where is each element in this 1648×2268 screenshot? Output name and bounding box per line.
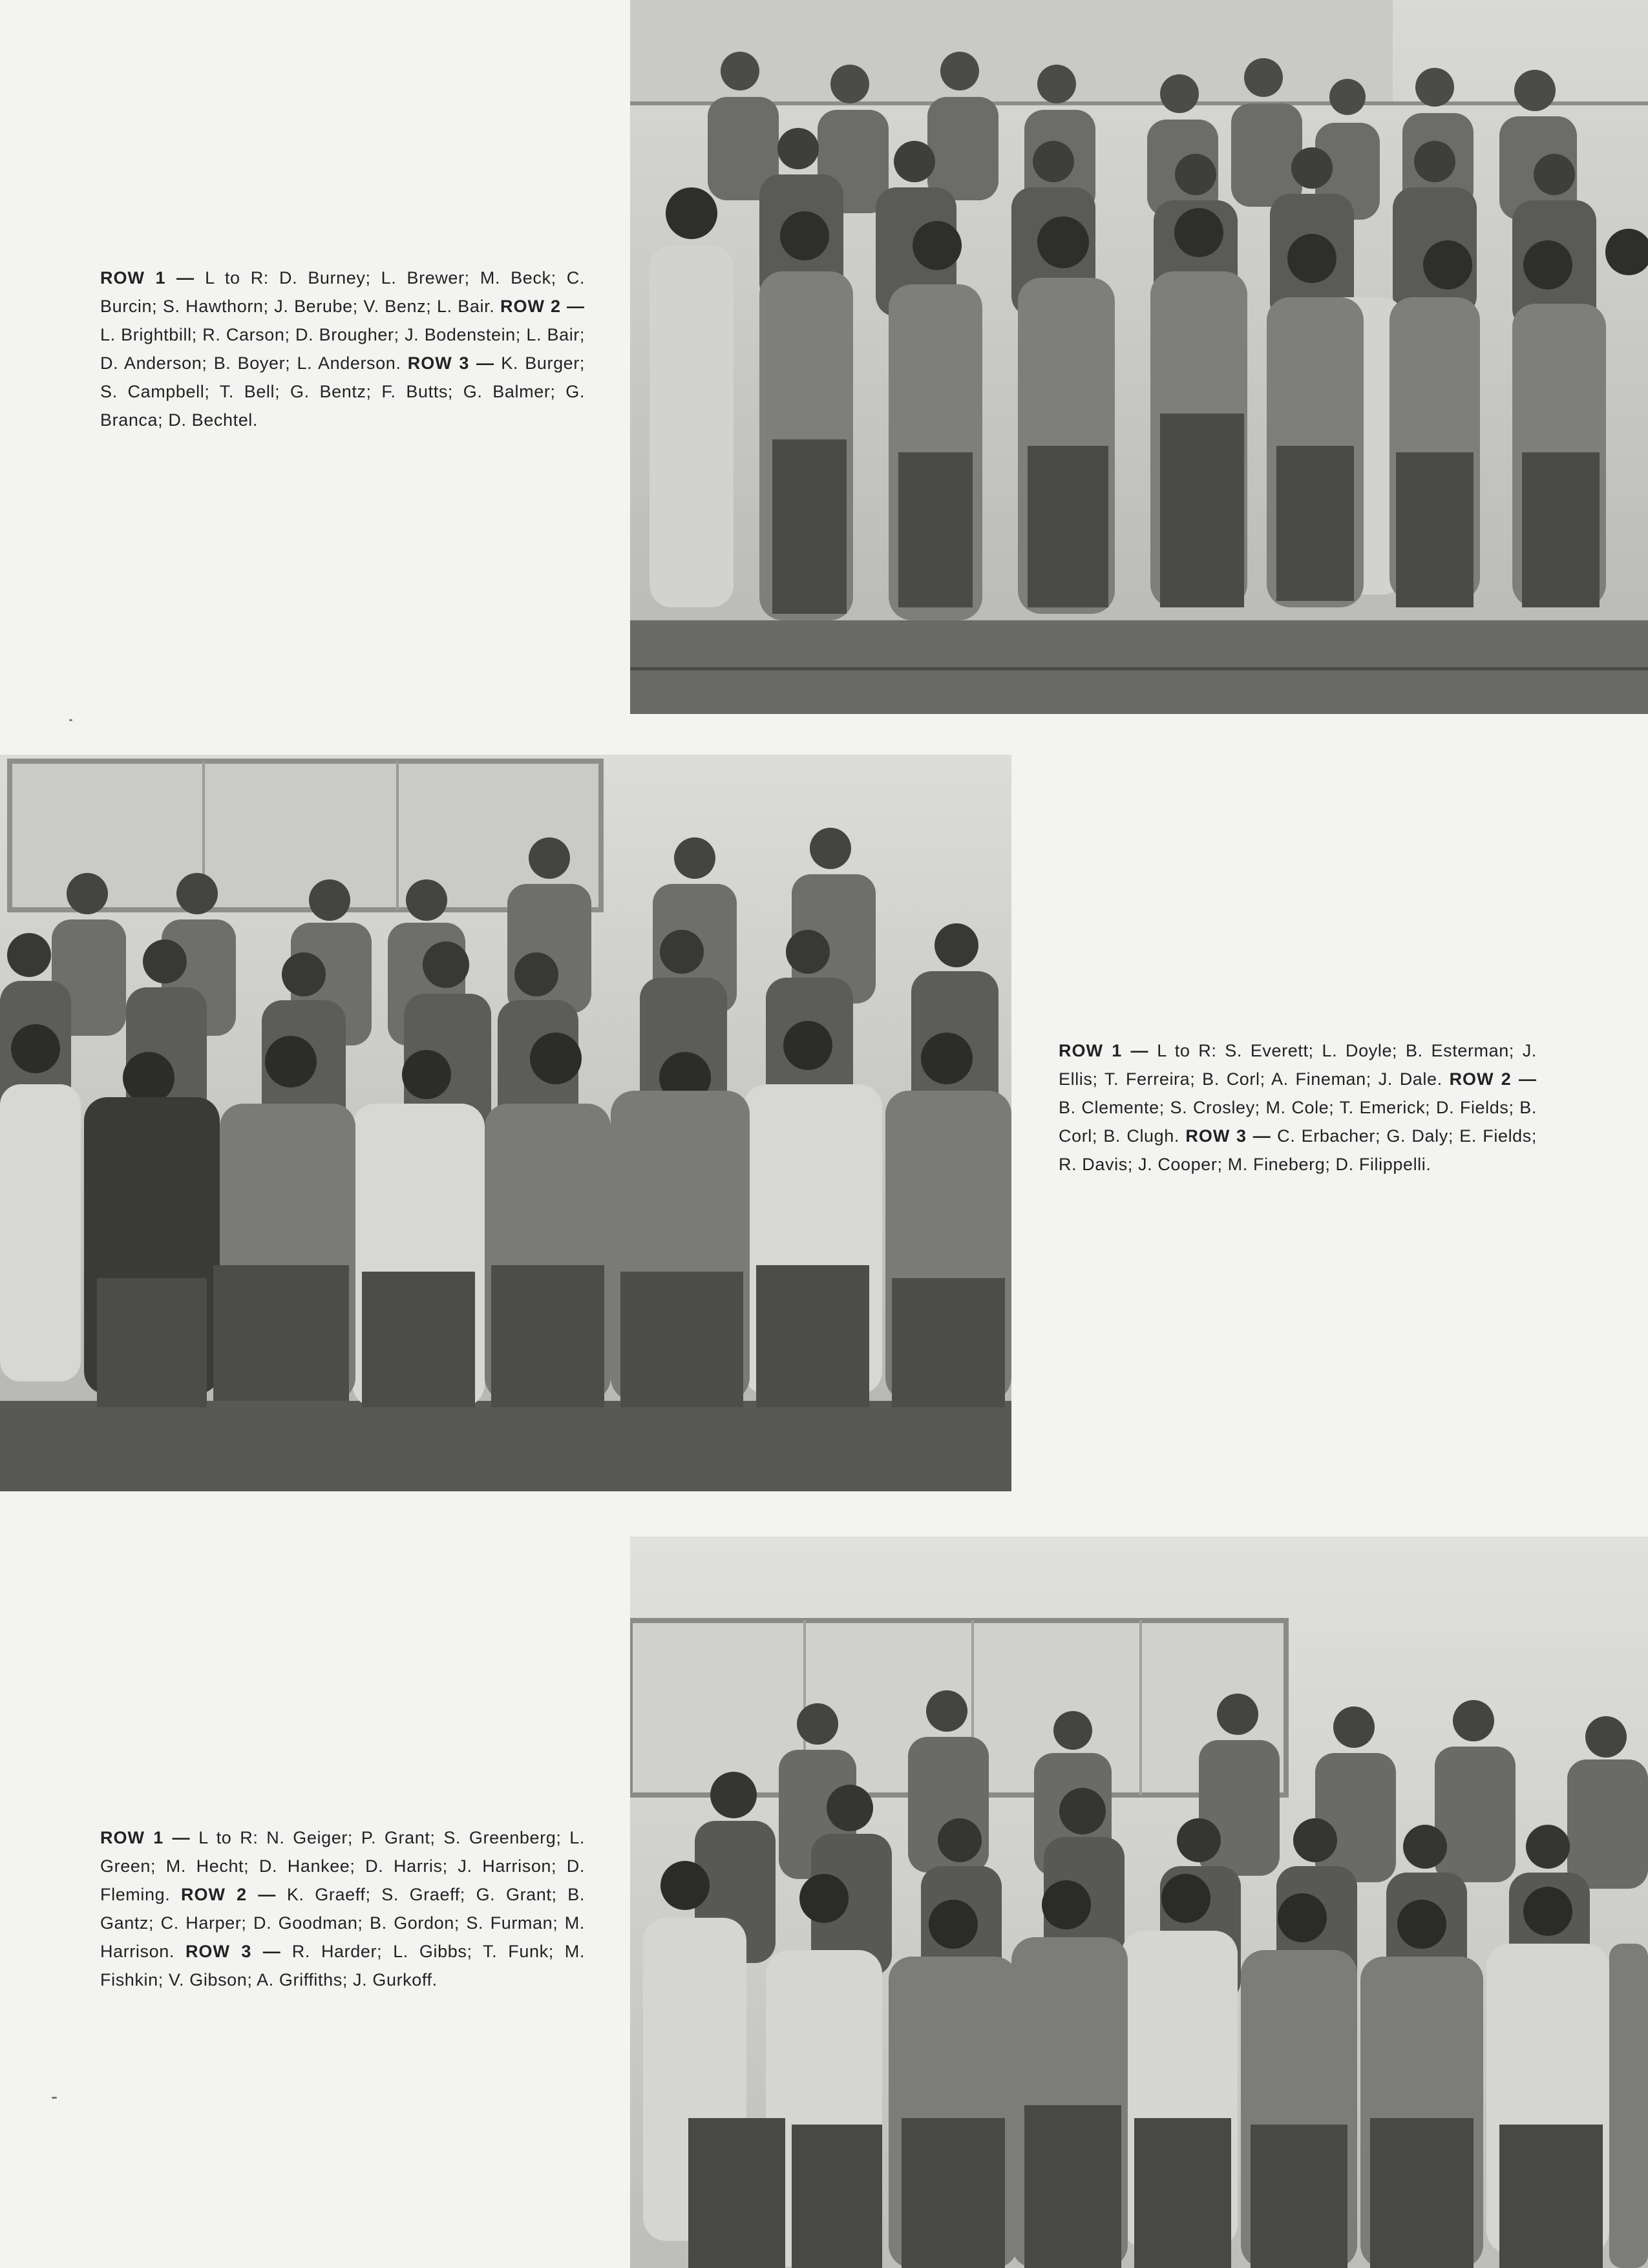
row-3-names: R. Harder; L. Gibbs; T. Funk; M. Fishkin; V. Gibson; A. Griffiths; J. Gurkoff.: [100, 1942, 585, 1990]
row-1-label: ROW 1 —: [1059, 1041, 1149, 1060]
row-1-names: L to R: D. Burney; L. Brewer; M. Beck; C. Burcin; S. Hawthorn; J. Berube; V. Benz; L. Bair.: [100, 268, 585, 316]
group-1-photo: [630, 0, 1648, 714]
row-3-label: ROW 3 —: [407, 353, 495, 373]
group-3-photo: [630, 1537, 1648, 2268]
row-3-names: K. Burger; S. Campbell; T. Bell; G. Bentz; F. Butts; G. Balmer; G. Branca; D. Bechtel.: [100, 353, 585, 430]
row-3-names: C. Erbacher; G. Daly; E. Fields; R. Davis; J. Cooper; M. Fineberg; D. Filippelli.: [1059, 1126, 1537, 1174]
group-2-caption: [1059, 1036, 1537, 1179]
row-2-names: L. Brightbill; R. Carson; D. Brougher; J. Bodenstein; L. Bair; D. Anderson; B. Boyer; L. Anderson.: [100, 325, 585, 373]
group-2-photo-image: [0, 755, 1011, 1491]
row-3-label: ROW 3 —: [1185, 1126, 1271, 1146]
row-2-names: K. Graeff; S. Graeff; G. Grant; B. Gantz; C. Harper; D. Goodman; B. Gordon; S. Furman; M. Harrison.: [100, 1885, 585, 1961]
row-2-label: ROW 2 —: [1449, 1069, 1537, 1089]
row-2-names: B. Clemente; S. Crosley; M. Cole; T. Emerick; D. Fields; B. Corl; B. Clugh.: [1059, 1098, 1537, 1146]
row-1-names: L to R: N. Geiger; P. Grant; S. Greenberg; L. Green; M. Hecht; D. Hankee; D. Harris; J. Harrison; D. Fleming.: [100, 1828, 585, 1904]
group-3-photo-image: [630, 1537, 1648, 2268]
page-speck: [69, 719, 72, 721]
group-1-photo-image: [630, 0, 1648, 714]
row-2-label: ROW 2 —: [500, 297, 585, 316]
group-3-caption: [100, 1823, 585, 1994]
row-1-label: ROW 1 —: [100, 268, 195, 288]
row-1-label: ROW 1 —: [100, 1828, 191, 1847]
group-2-photo: [0, 755, 1011, 1491]
row-3-label: ROW 3 —: [185, 1942, 281, 1961]
group-1-caption: [100, 264, 585, 434]
page-speck: [52, 2097, 57, 2099]
row-1-names: L to R: S. Everett; L. Doyle; B. Esterman; J. Ellis; T. Ferreira; B. Corl; A. Fineman; J. Dale.: [1059, 1041, 1537, 1089]
row-2-label: ROW 2 —: [181, 1885, 277, 1904]
